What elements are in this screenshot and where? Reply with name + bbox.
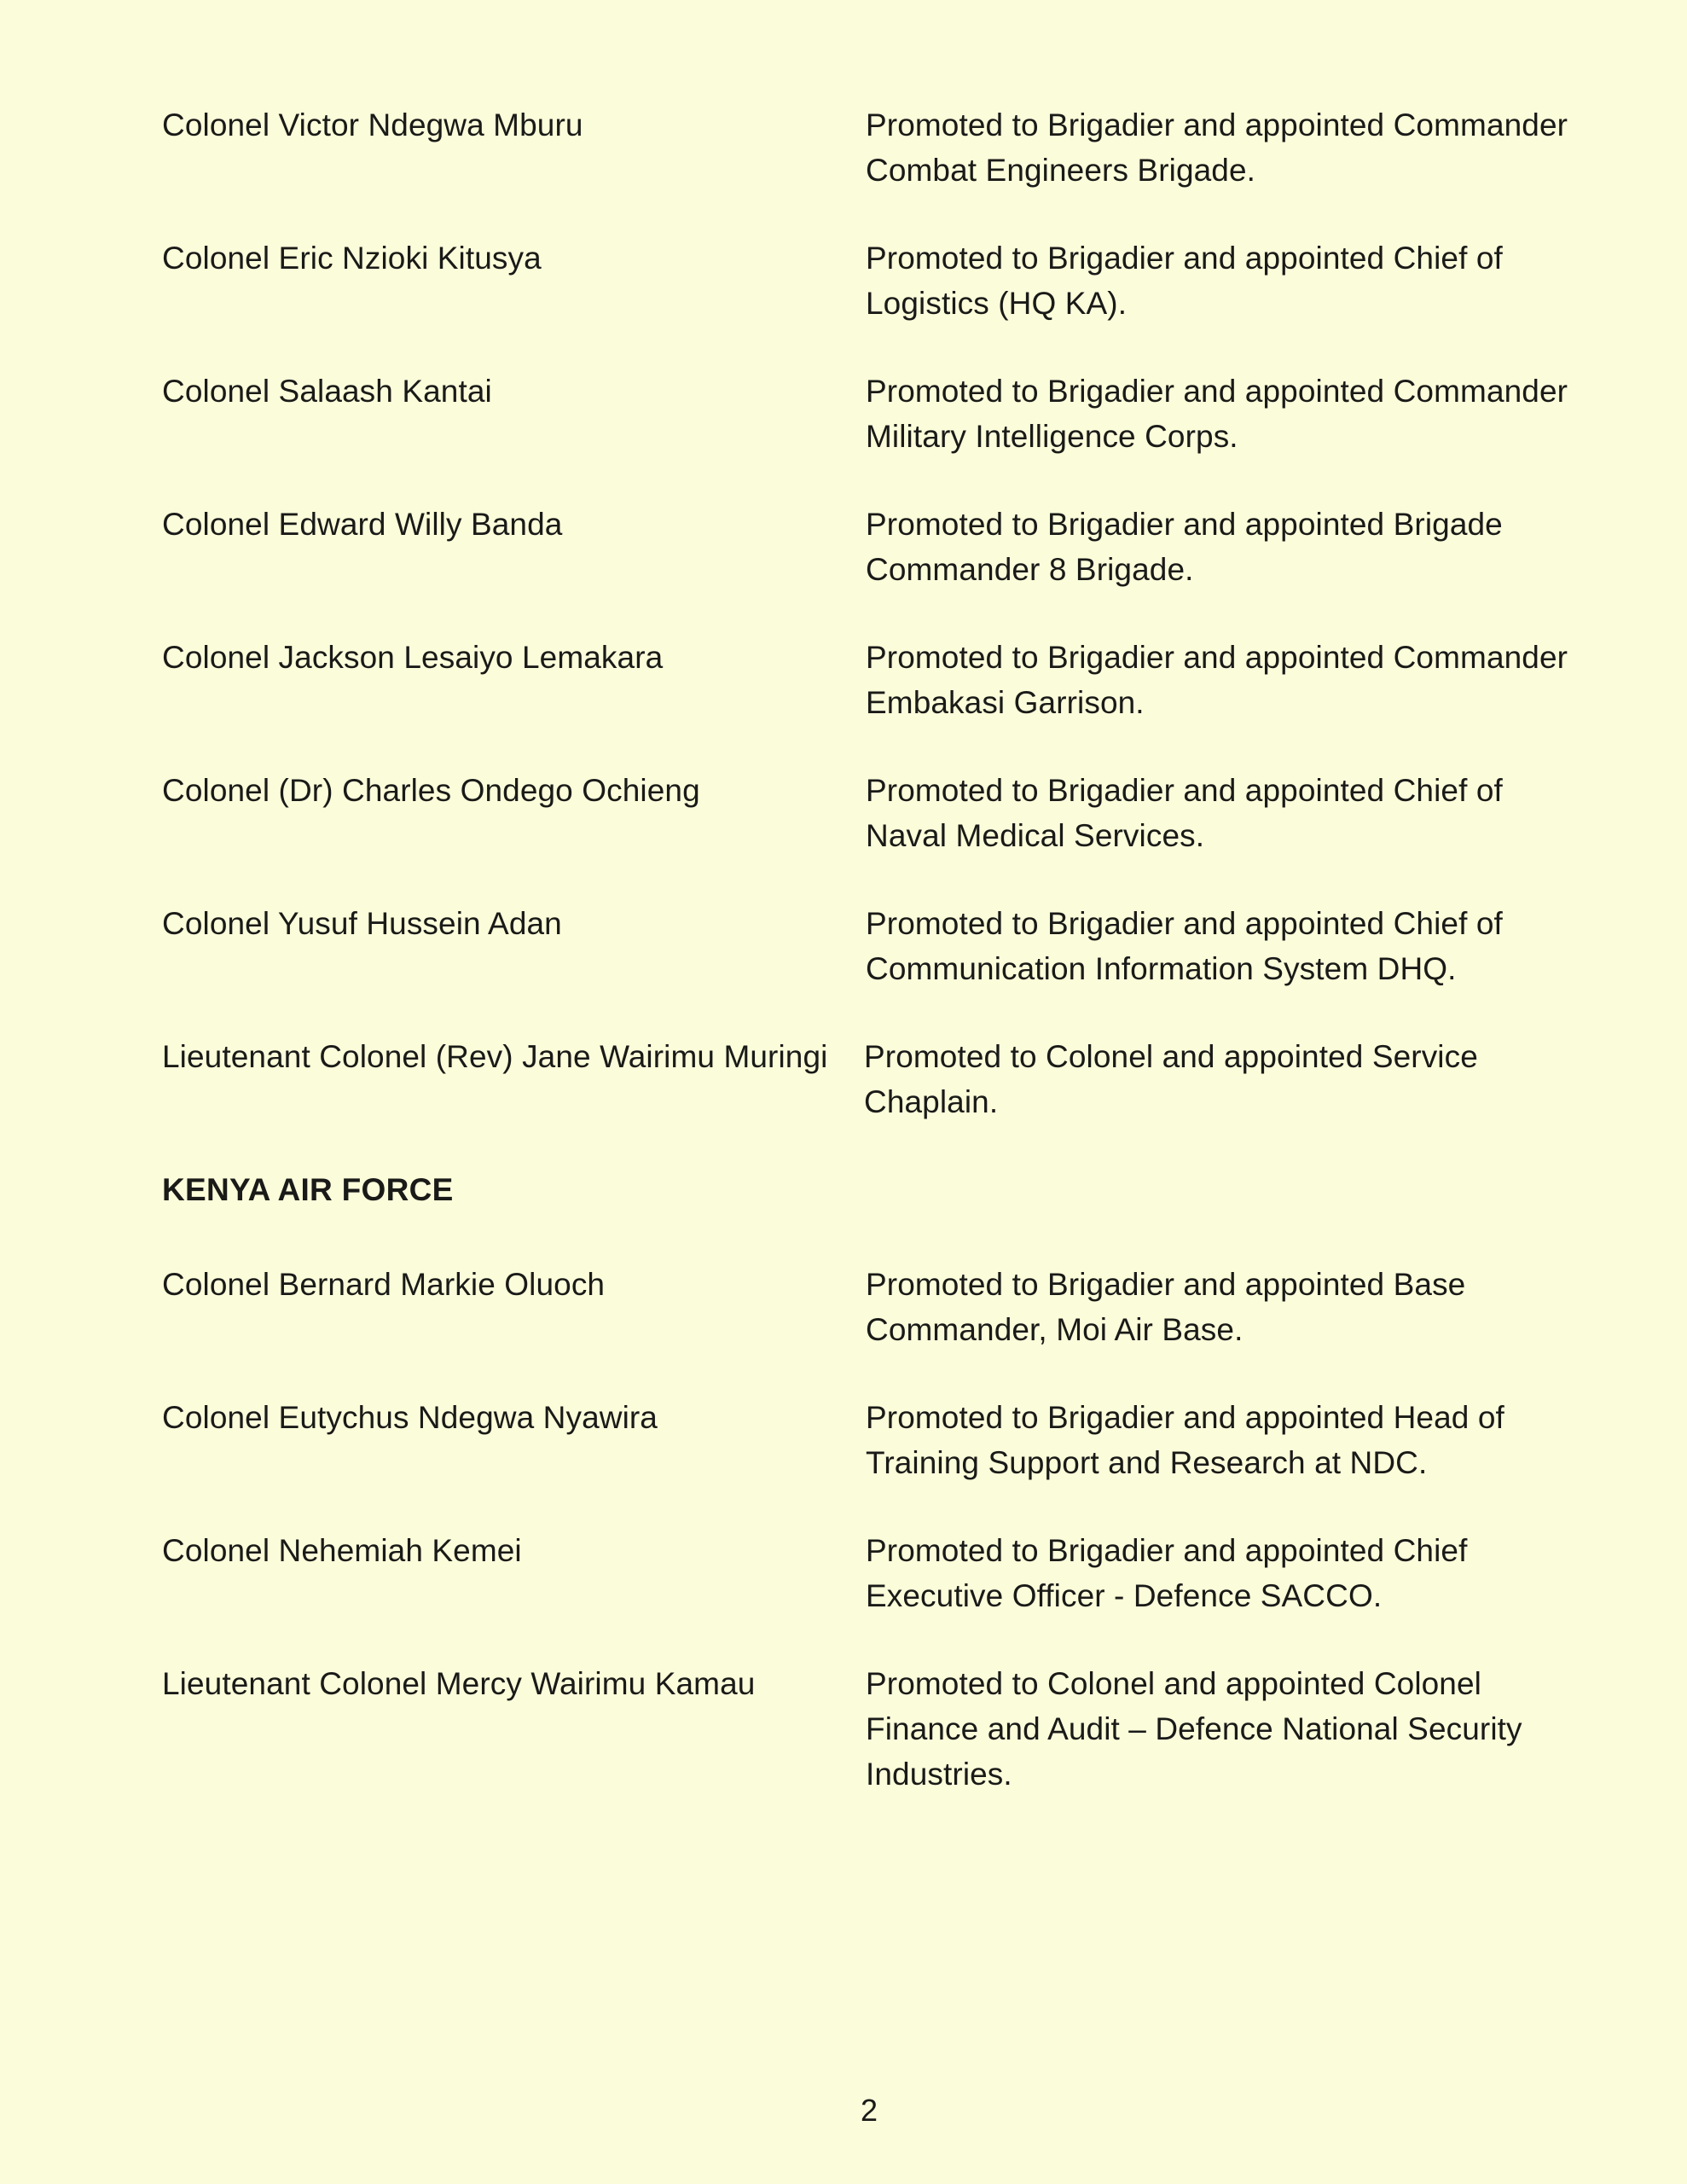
promotion-entry bbox=[162, 1395, 1574, 1485]
promotions-list-army bbox=[162, 102, 1574, 1124]
officer-name: Colonel Edward Willy Banda bbox=[162, 507, 563, 542]
officer-name: Colonel (Dr) Charles Ondego Ochieng bbox=[162, 773, 700, 808]
promotion-detail: Promoted to Brigadier and appointed Commander Combat Engineers Brigade. bbox=[866, 107, 1568, 188]
promotion-detail: Promoted to Brigadier and appointed Chief of Logistics (HQ KA). bbox=[866, 241, 1503, 321]
officer-name: Colonel Eric Nzioki Kitusya bbox=[162, 241, 542, 276]
promotion-entry bbox=[162, 502, 1574, 592]
promotion-detail: Promoted to Brigadier and appointed Chief of Naval Medical Services. bbox=[866, 773, 1503, 853]
promotion-detail: Promoted to Colonel and appointed Service Chaplain. bbox=[864, 1039, 1478, 1119]
officer-name: Colonel Jackson Lesaiyo Lemakara bbox=[162, 640, 664, 675]
promotion-entry bbox=[162, 901, 1574, 991]
promotion-detail: Promoted to Brigadier and appointed Base Commander, Moi Air Base. bbox=[866, 1267, 1466, 1347]
promotion-entry bbox=[162, 635, 1574, 725]
promotion-entry bbox=[162, 1528, 1574, 1618]
promotion-detail: Promoted to Brigadier and appointed Chief Executive Officer - Defence SACCO. bbox=[866, 1533, 1468, 1613]
officer-name: Colonel Victor Ndegwa Mburu bbox=[162, 107, 583, 142]
promotion-entry bbox=[162, 102, 1574, 193]
officer-name: Colonel Nehemiah Kemei bbox=[162, 1533, 522, 1568]
promotion-detail: Promoted to Colonel and appointed Colonel Finance and Audit – Defence National Security Industries. bbox=[866, 1666, 1522, 1792]
promotion-detail: Promoted to Brigadier and appointed Chief of Communication Information System DHQ. bbox=[866, 906, 1503, 986]
promotion-entry bbox=[162, 235, 1574, 326]
officer-name: Colonel Salaash Kantai bbox=[162, 374, 492, 409]
promotion-entry bbox=[162, 369, 1574, 459]
officer-name: Lieutenant Colonel Mercy Wairimu Kamau bbox=[162, 1666, 756, 1701]
promotions-list-air-force bbox=[162, 1262, 1574, 1797]
promotion-entry bbox=[162, 1661, 1574, 1797]
promotion-detail: Promoted to Brigadier and appointed Commander Embakasi Garrison. bbox=[866, 640, 1568, 720]
page-number: 2 bbox=[860, 2093, 878, 2128]
officer-name: Colonel Eutychus Ndegwa Nyawira bbox=[162, 1400, 658, 1435]
promotion-detail: Promoted to Brigadier and appointed Head of Training Support and Research at NDC. bbox=[866, 1400, 1504, 1480]
promotion-entry bbox=[162, 768, 1574, 858]
officer-name: Lieutenant Colonel (Rev) Jane Wairimu Muringi bbox=[162, 1039, 828, 1074]
promotion-entry bbox=[162, 1262, 1574, 1352]
promotion-detail: Promoted to Brigadier and appointed Brigade Commander 8 Brigade. bbox=[866, 507, 1503, 587]
officer-name: Colonel Yusuf Hussein Adan bbox=[162, 906, 562, 941]
promotion-entry bbox=[162, 1034, 1574, 1124]
section-heading-kenya-air-force: KENYA AIR FORCE bbox=[162, 1172, 454, 1207]
officer-name: Colonel Bernard Markie Oluoch bbox=[162, 1267, 606, 1302]
promotion-detail: Promoted to Brigadier and appointed Commander Military Intelligence Corps. bbox=[866, 374, 1568, 454]
